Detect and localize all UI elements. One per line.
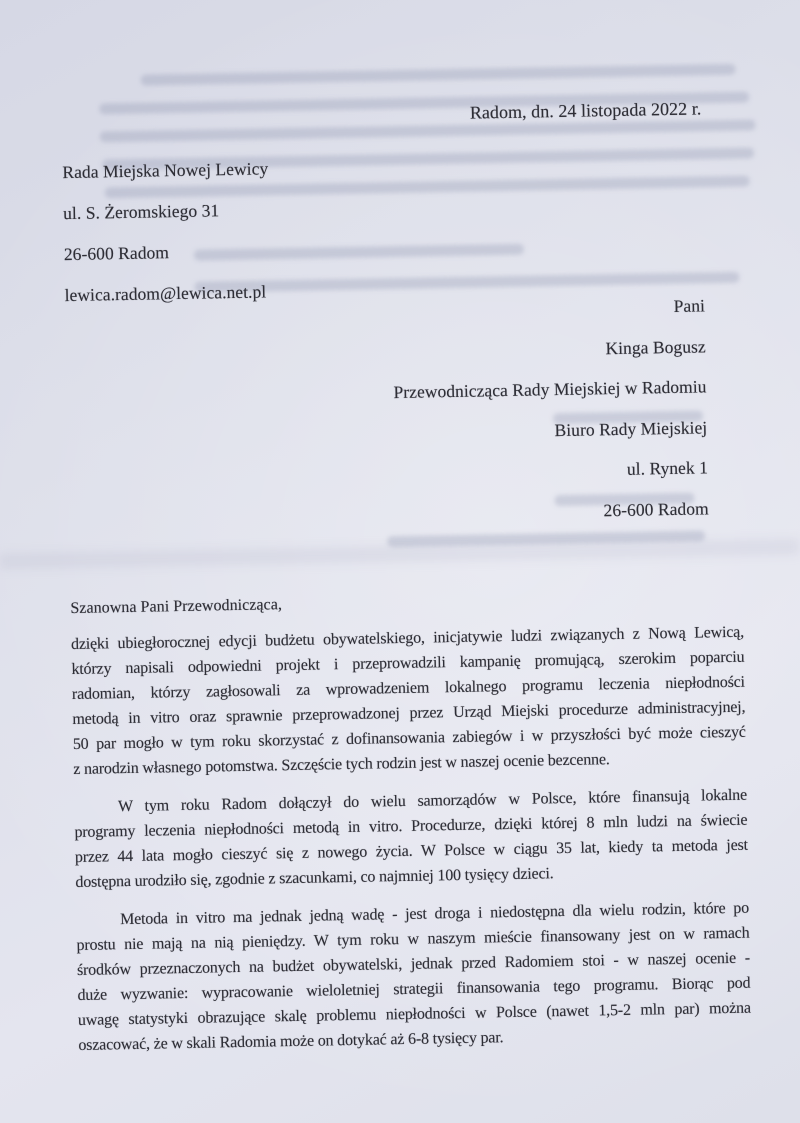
salutation: Szanowna Pani Przewodnicząca, xyxy=(70,596,283,618)
body-line: dostępna urodziło się, zgodnie z szacunkami, co najmniej 100 tysięcy dzieci. xyxy=(75,865,554,891)
bleedthrough-layer xyxy=(0,0,789,7)
bleedthrough-line xyxy=(194,272,739,293)
body-line: oszacować, że w skali Radomia może on dotykać aż 6-8 tysięcy par. xyxy=(78,1029,504,1054)
date-line: Radom, dn. 24 listopada 2022 r. xyxy=(469,98,702,123)
body-line: z narodzin własnego potomstwa. Szczęście tych rodzin jest w naszej ocenie bezcenne. xyxy=(73,751,610,779)
sender-email: lewica.radom@lewica.net.pl xyxy=(64,281,267,306)
bleedthrough-line xyxy=(100,119,756,142)
recipient-name: Kinga Bogusz xyxy=(605,335,706,358)
body-line: radomian, którzy zagłosowali za wprowadzeniem lokalnego programu leczenia niepłodności xyxy=(71,673,746,704)
body-line: prostu nie mają na nią pieniędzy. W tym roku w naszym mieście finansowany jest on w ramach xyxy=(76,924,750,954)
paragraph-2 xyxy=(74,783,749,895)
body-line: Metoda in vitro ma jednak jedną wadę - jest droga i niedostępna dla wielu rodzin, które po xyxy=(119,899,750,929)
paragraph-1 xyxy=(71,620,747,782)
body-line: duże wyzwanie: wypracowanie wieloletniej strategii finansowania tego programu. Biorąc pod xyxy=(77,974,751,1004)
sender-street: ul. S. Żeromskiego 31 xyxy=(62,200,220,224)
body-line: dzięki ubiegłorocznej edycji budżetu obywatelskiego, inicjatywie ludzi związanych z Nową Lewicą, xyxy=(70,623,745,654)
body-line: którzy napisali odpowiedni projekt i przeprowadzili kampanię promującą, szerokim poparciu xyxy=(71,648,745,679)
body-line: metodą in vitro oraz sprawnie przeprowadzonej przez Urząd Miejski procedurze administracyjnej, xyxy=(72,698,746,729)
body-line: środków przeznaczonych na budżet obywatelski, jednak przed Radomiem stoi - w naszej ocenie - xyxy=(76,949,751,979)
recipient-street: ul. Rynek 1 xyxy=(626,457,709,479)
bleedthrough-line xyxy=(141,64,736,86)
sender-block xyxy=(62,158,271,326)
body-line: programy leczenia niepłodności metodą in vitro. Procedurze, dzięki której 8 mln ludzi na świecie xyxy=(74,811,748,842)
recipient-block xyxy=(392,295,709,544)
sender-city: 26-600 Radom xyxy=(63,242,170,265)
letter-body xyxy=(71,620,752,1071)
recipient-role: Przewodnicząca Rady Miejskiej w Radomiu xyxy=(393,376,707,403)
paragraph-3 xyxy=(76,896,752,1058)
recipient-city: 26-600 Radom xyxy=(603,497,709,520)
recipient-office: Biuro Rady Miejskiej xyxy=(554,416,708,440)
body-line: przez 44 lata mogło cieszyć się z nowego życia. W Polsce w ciągu 35 lat, kiedy ta metoda jest xyxy=(74,836,749,867)
body-line: uwagę statystyki obrazujące skalę problemu niepłodności w Polsce (nawet 1,5-2 mln par) można xyxy=(77,999,751,1029)
body-line: W tym roku Radom dołączył do wielu samorządów w Polsce, które finansują lokalne xyxy=(117,786,748,816)
body-line: 50 par mogło w tym roku skorzystać z dofinansowania zabiegów i w przyszłości być może cieszyć xyxy=(72,723,746,754)
recipient-title: Pani xyxy=(673,295,706,316)
sender-organization: Rada Miejska Nowej Lewicy xyxy=(62,158,269,183)
